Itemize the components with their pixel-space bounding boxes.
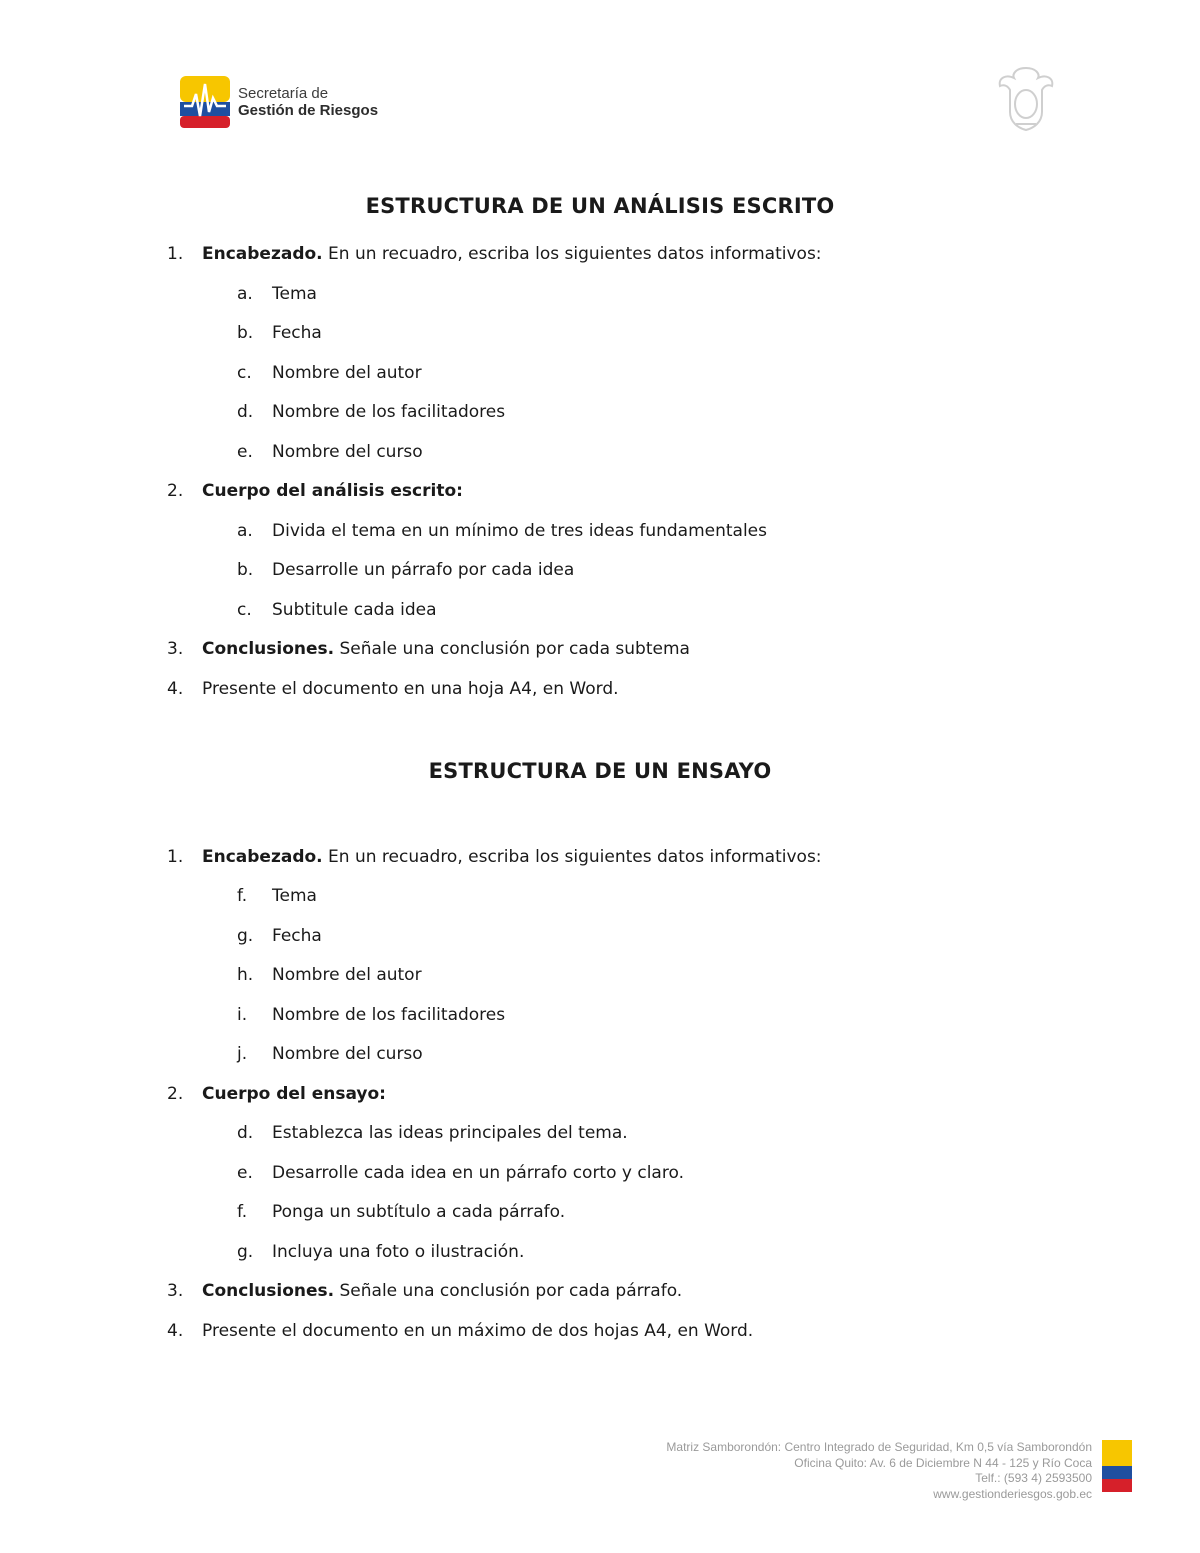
footer-line1: Matriz Samborondón: Centro Integrado de Seguridad, Km 0,5 vía Samborondón	[666, 1440, 1092, 1454]
logo-line2: Gestión de Riesgos	[238, 102, 379, 119]
ministry-logo	[180, 76, 378, 128]
coat-of-arms-icon	[994, 64, 1058, 134]
footer-line3: Telf.: (593 4) 2593500	[975, 1471, 1092, 1485]
logo-line1: Secretaría de	[238, 85, 329, 102]
section1-title: ESTRUCTURA DE UN ANÁLISIS ESCRITO	[365, 194, 835, 218]
logo-mark-icon	[180, 76, 230, 128]
footer-line2: Oficina Quito: Av. 6 de Diciembre N 44 - 125 y Río Coca	[794, 1455, 1092, 1470]
footer-website: www.gestionderiesgos.gob.ec	[933, 1486, 1092, 1501]
flag-stripes-icon	[1102, 1440, 1132, 1492]
footer-address	[666, 1440, 1092, 1502]
section2-title: ESTRUCTURA DE UN ENSAYO	[428, 759, 772, 783]
